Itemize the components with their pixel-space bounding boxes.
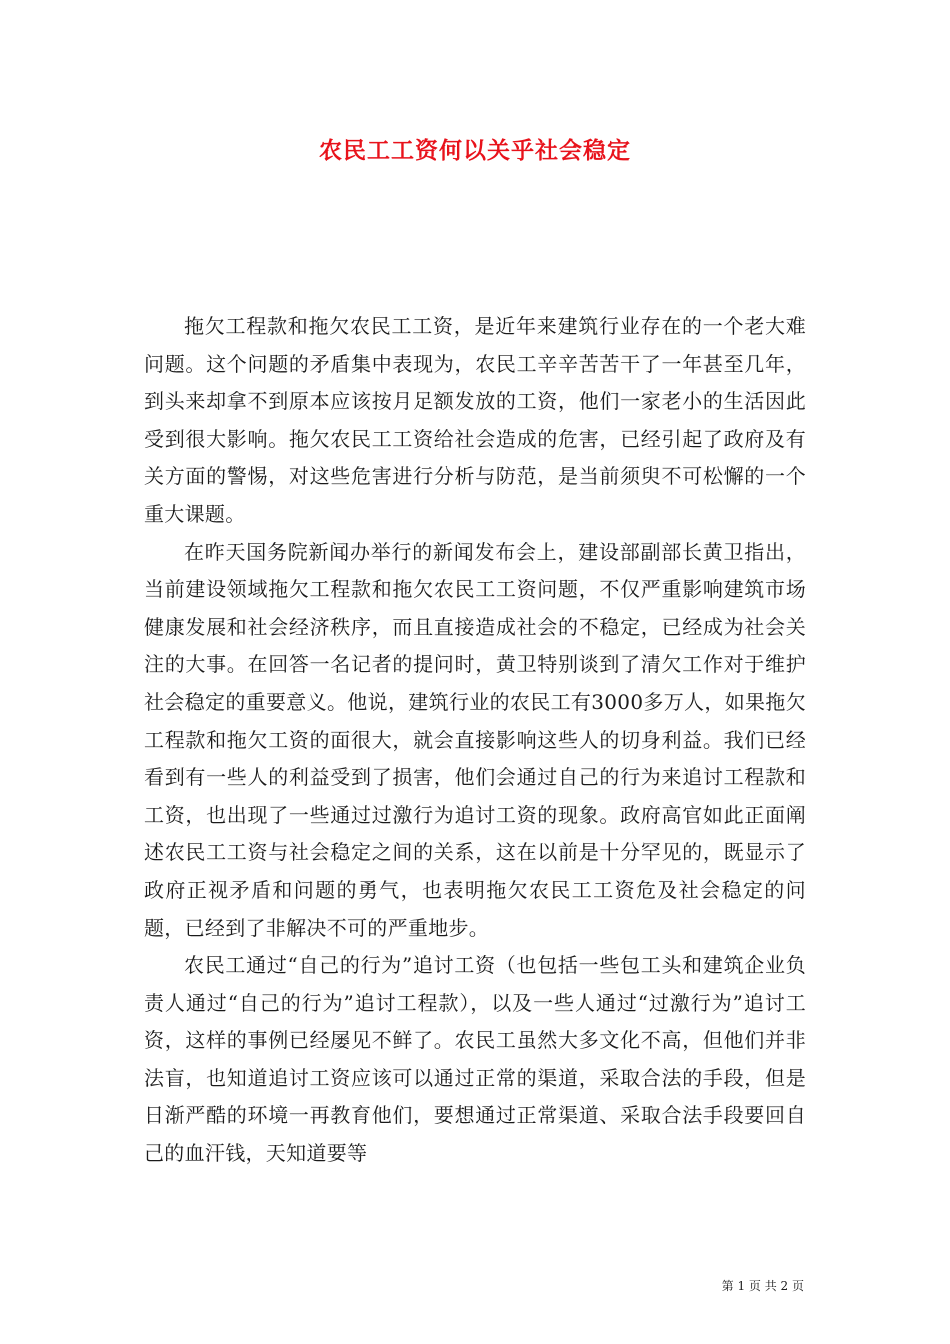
paragraph-2: 在昨天国务院新闻办举行的新闻发布会上，建设部副部长黄卫指出，当前建设领域拖欠工程款和拖欠农民工工资问题，不仅严重影响建筑市场健康发展和社会经济秩序，而且直接造成社会的不稳定，已经成为社会关注的大事。在回答一名记者的提问时，黄卫特别谈到了清欠工作对于维护社会稳定的重要意义。他说，建筑行业的农民工有3000多万人，如果拖欠工程款和拖欠工资的面很大，就会直接影响这些人的切身利益。我们已经看到有一些人的利益受到了损害，他们会通过自己的行为来追讨工程款和工资，也出现了一些通过过激行为追讨工资的现象。政府高官如此正面阐述农民工工资与社会稳定之间的关系，这在以前是十分罕见的，既显示了政府正视矛盾和问题的勇气，也表明拖欠农民工工资危及社会稳定的问题，已经到了非解决不可的严重地步。: [144, 539, 806, 940]
document-title: 农民工工资何以关乎社会稳定: [319, 137, 631, 164]
document-body: [144, 308, 806, 1173]
paragraph-1: 拖欠工程款和拖欠农民工工资，是近年来建筑行业存在的一个老大难问题。这个问题的矛盾集中表现为，农民工辛辛苦苦干了一年甚至几年，到头来却拿不到原本应该按月足额发放的工资，他们一家老小的生活因此受到很大影响。拖欠农民工工资给社会造成的危害，已经引起了政府及有关方面的警惕，对这些危害进行分析与防范，是当前须臾不可松懈的一个重大课题。: [144, 314, 806, 526]
page-number-indicator: 第 1 页 共 2 页: [721, 1279, 804, 1293]
paragraph-3: 农民工通过“自己的行为”追讨工资（也包括一些包工头和建筑企业负责人通过“自己的行为”追讨工程款），以及一些人通过“过激行为”追讨工资，这样的事例已经屡见不鲜了。农民工虽然大多文化不高，但他们并非法盲，也知道追讨工资应该可以通过正常的渠道，采取合法的手段，但是日渐严酷的环境一再教育他们，要想通过正常渠道、采取合法手段要回自己的血汗钱，天知道要等: [144, 953, 806, 1166]
